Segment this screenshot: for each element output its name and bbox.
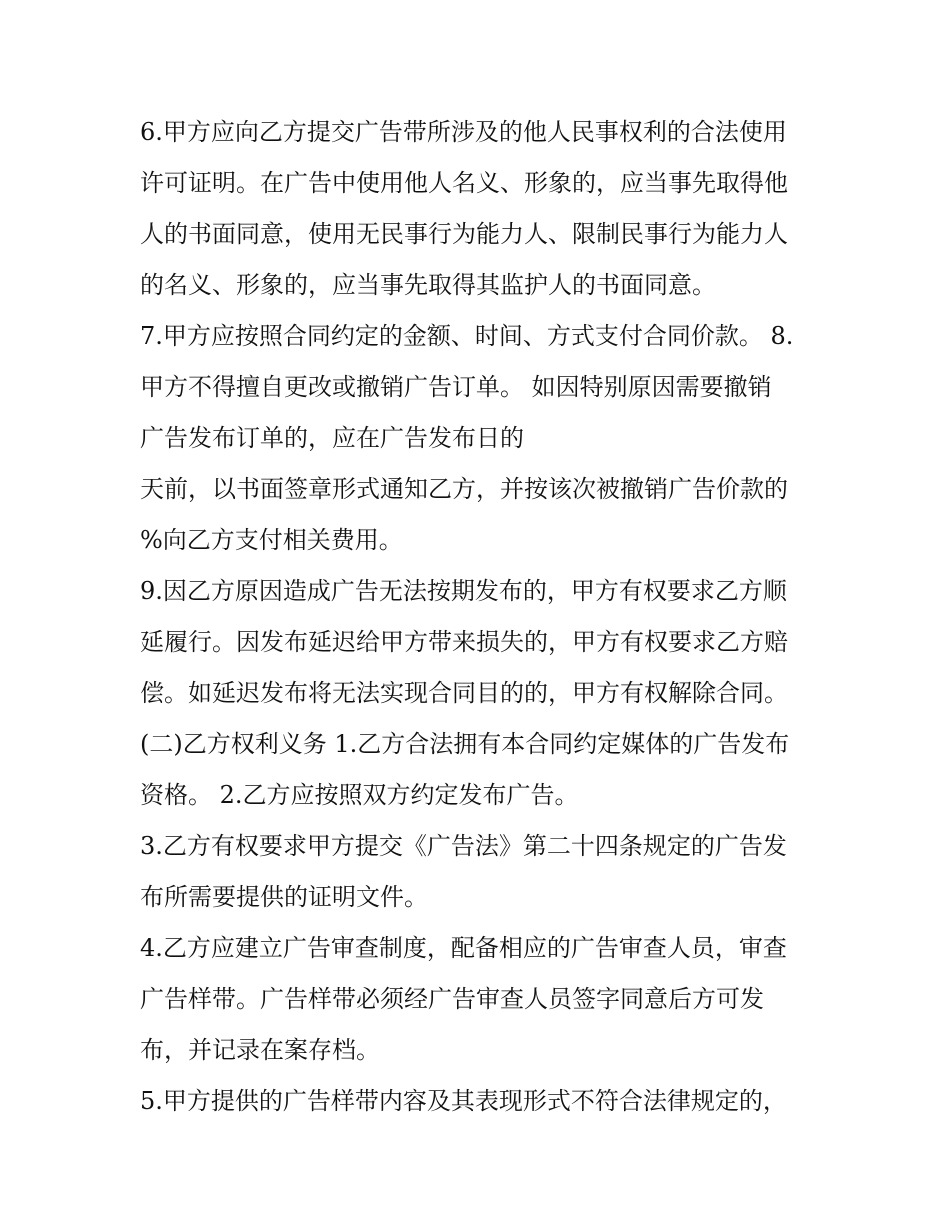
text-line: %向乙方支付相关费用。 (140, 526, 403, 554)
text-line: 9.因乙方原因造成广告无法按期发布的，甲方有权要求乙方顺 (140, 577, 787, 605)
document-body (140, 107, 820, 1127)
text-line: 5.甲方提供的广告样带内容及其表现形式不符合法律规定的， (140, 1087, 787, 1115)
text-line: 的名义、形象的，应当事先取得其监护人的书面同意。 (140, 271, 716, 299)
text-line: 延履行。因发布延迟给甲方带来损失的，甲方有权要求乙方赔 (140, 628, 788, 656)
text-line: 布，并记录在案存档。 (140, 1036, 380, 1064)
text-line: 许可证明。在广告中使用他人名义、形象的，应当事先取得他 (140, 169, 788, 197)
text-line: 人的书面同意，使用无民事行为能力人、限制民事行为能力人 (140, 220, 788, 248)
text-line: 7.甲方应按照合同约定的金额、时间、方式支付合同价款。 8. (140, 322, 794, 350)
text-line: 偿。如延迟发布将无法实现合同目的的，甲方有权解除合同。 (140, 679, 788, 707)
text-line: 甲方不得擅自更改或撤销广告订单。 如因特别原因需要撤销 (140, 373, 772, 401)
text-line: 4.乙方应建立广告审查制度，配备相应的广告审查人员，审查 (140, 934, 787, 962)
text-line: 6.甲方应向乙方提交广告带所涉及的他人民事权利的合法使用 (140, 118, 787, 146)
text-line: 布所需要提供的证明文件。 (140, 883, 428, 911)
text-line: 资格。 2.乙方应按照双方约定发布广告。 (140, 781, 579, 809)
text-line: 广告样带。广告样带必须经广告审查人员签字同意后方可发 (140, 985, 764, 1013)
text-line: (二)乙方权利义务 1.乙方合法拥有本合同约定媒体的广告发布 (140, 730, 790, 758)
text-line: 天前，以书面签章形式通知乙方，并按该次被撤销广告价款的 (140, 475, 788, 503)
text-line: 广告发布订单的，应在广告发布日的 (140, 424, 524, 452)
text-line: 3.乙方有权要求甲方提交《广告法》第二十四条规定的广告发 (140, 832, 787, 860)
